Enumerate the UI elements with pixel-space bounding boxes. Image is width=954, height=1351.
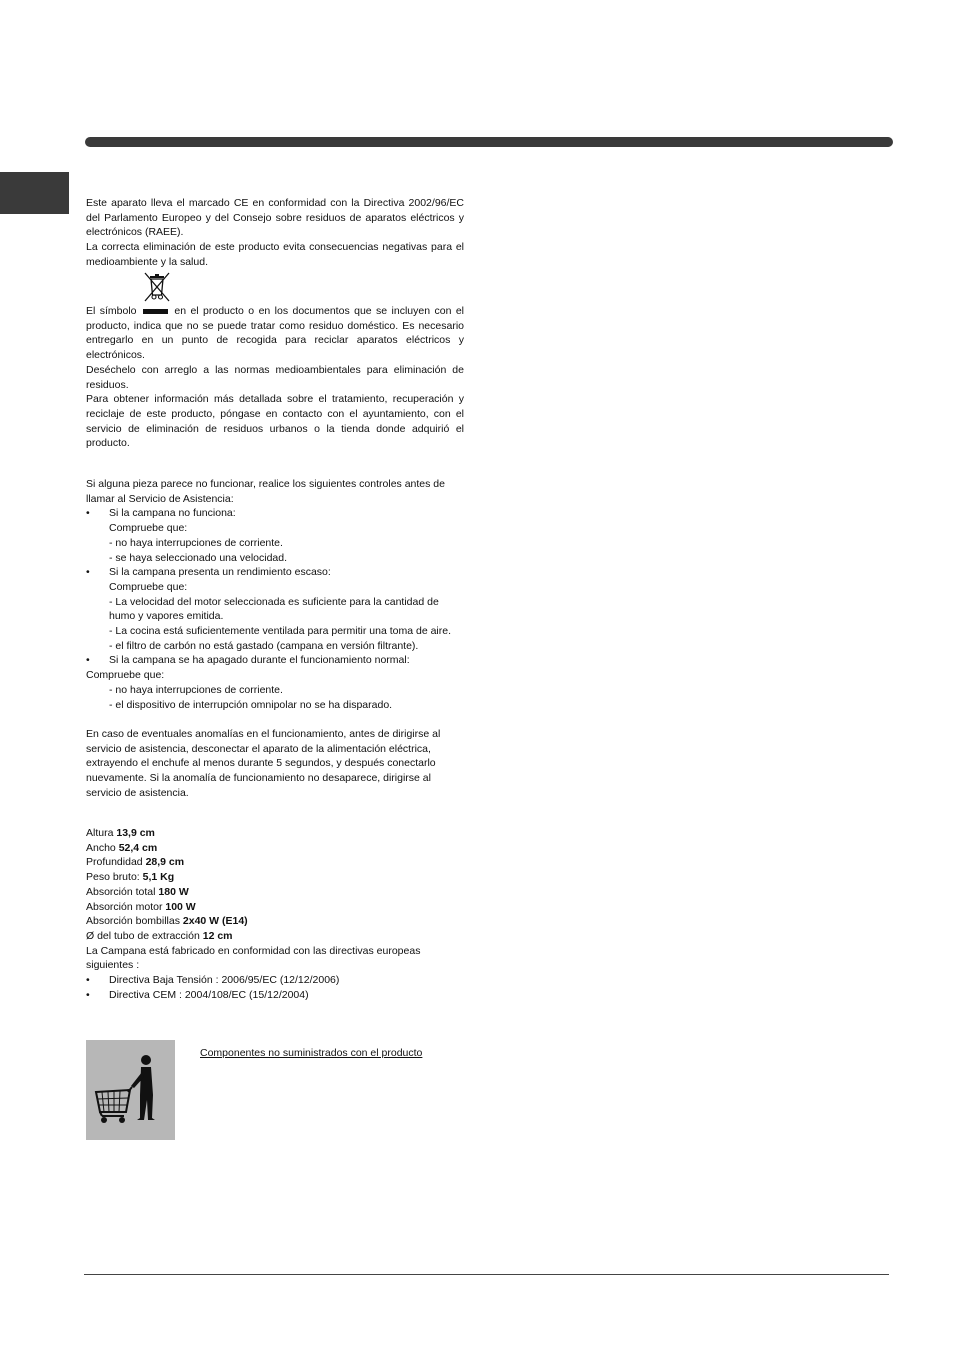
check-item: - no haya interrupciones de corriente. [109,683,283,696]
spec-value: 28,9 cm [145,856,185,869]
spec-value: 13,9 cm [116,827,155,839]
conformity-text: La Campana está fabricado en conformidad con las directivas europeas siguientes : [86,944,421,972]
bullet-text: Si la campana presenta un rendimiento escaso: [109,566,331,579]
bullet-mark: • [86,654,90,667]
disposal-symbol-section [86,304,464,451]
disposal-paragraph-5: Para obtener información más detallada sobre el tratamiento, recuperación y reciclaje de este producto, póngase en contacto con el ayuntamiento, con el servicio de eliminación de residuos urbanos o la tienda donde adquirió el producto. [86,393,464,450]
disposal-paragraph-3 [86,304,464,363]
spec-row [86,885,464,900]
spec-label: Absorción total [86,885,156,898]
spec-row [86,929,464,944]
spec-value: 180 W [158,885,189,898]
check-label: Compruebe que: [109,580,188,593]
spec-row [86,826,464,841]
troubleshooting-section [86,477,464,712]
header-bar [85,137,893,147]
disposal-paragraph-1: Este aparato lleva el marcado CE en conformidad con la Directiva 2002/96/EC del Parlamento Europeo y del Consejo sobre residuos de aparatos eléctricos y electrónicos (RAEE). [86,197,464,239]
troubleshooting-bullet-3 [86,653,464,668]
bullet-text: Si la campana no funciona: [109,507,236,520]
disposal-paragraph-4: Deséchelo con arreglo a las normas medioambientales para eliminación de residuos. [86,363,464,391]
bullet-mark: • [86,974,90,987]
bullet-text: Si la campana se ha apagado durante el funcionamiento normal: [109,654,410,667]
spec-value: 52,4 cm [118,841,158,854]
check-item: - La velocidad del motor seleccionada es suficiente para la cantidad de humo y vapores emitida. [109,595,439,623]
spec-row [86,870,464,885]
check-label: Compruebe que: [86,669,165,682]
symbol-underline-bar [143,309,168,314]
spec-label: Ancho [86,841,116,854]
disposal-paragraph-2: La correcta eliminación de este producto evita consecuencias negativas para el medioambiente y la salud. [86,241,464,268]
bullet-mark: • [86,507,90,520]
spec-value: 2x40 W (E14) [182,915,248,928]
anomaly-paragraph: En caso de eventuales anomalías en el funcionamiento, antes de dirigirse al servicio de asistencia, desconectar el aparato de la alimentación eléctrica, extrayendo el enchufe al menos durante 5 segundos, y después conectarlo nuevamente. Si la anomalía de funcionamiento no desaparece, dirigirse al servicio de asistencia. [86,728,441,799]
spec-label: Profundidad [86,856,143,869]
check-item: - La cocina está suficientemente ventilada para permitir una toma de aire. [109,625,452,638]
troubleshooting-bullet-1 [86,506,464,521]
shopping-cart-person-icon [86,1040,175,1140]
symbol-intro: El símbolo [86,305,137,317]
spec-value: 12 cm [202,929,233,942]
spec-value: 100 W [165,900,196,913]
symbol-text: en el producto o en los documentos que se incluyen con el producto, indica que no se puede tratar como residuo doméstico. Es necesario entregarlo en un punto de recogida para reciclar aparatos eléctricos y electrónicos. [86,305,464,362]
spec-label: Absorción bombillas [86,915,180,928]
spec-row [86,914,464,929]
anomaly-section [86,727,464,801]
footer-divider [84,1274,889,1275]
spec-row [86,841,464,856]
spec-row [86,855,464,870]
spec-value: 5,1 Kg [142,871,175,884]
troubleshooting-intro: Si alguna pieza parece no funcionar, realice los siguientes controles antes de llamar al Servicio de Asistencia: [86,478,445,505]
spec-label: Altura [86,827,114,839]
language-side-tab [0,172,69,214]
crossed-out-wheelie-bin-icon [142,271,172,303]
check-item: - se haya seleccionado una velocidad. [109,551,288,564]
disposal-section [86,196,464,270]
spec-label: Absorción motor [86,900,163,913]
check-item: - el dispositivo de interrupción omnipolar no se ha disparado. [109,698,393,711]
spec-row [86,900,464,915]
spec-label: Ø del tubo de extracción [86,929,200,942]
components-not-supplied-label: Componentes no suministrados con el producto [200,1047,423,1059]
troubleshooting-bullet-2 [86,565,464,580]
directive-text: Directiva CEM : 2004/108/EC (15/12/2004) [109,988,309,1001]
check-item: - el filtro de carbón no está gastado (campana en versión filtrante). [109,639,419,652]
specs-section [86,826,464,1002]
check-item: - no haya interrupciones de corriente. [109,536,283,549]
directive-text: Directiva Baja Tensión : 2006/95/EC (12/12/2006) [109,974,340,987]
bullet-mark: • [86,988,90,1001]
bullet-mark: • [86,566,90,579]
spec-label: Peso bruto: [86,871,140,884]
check-label: Compruebe que: [109,522,188,535]
directive-item [86,973,464,988]
directive-item [86,988,464,1003]
